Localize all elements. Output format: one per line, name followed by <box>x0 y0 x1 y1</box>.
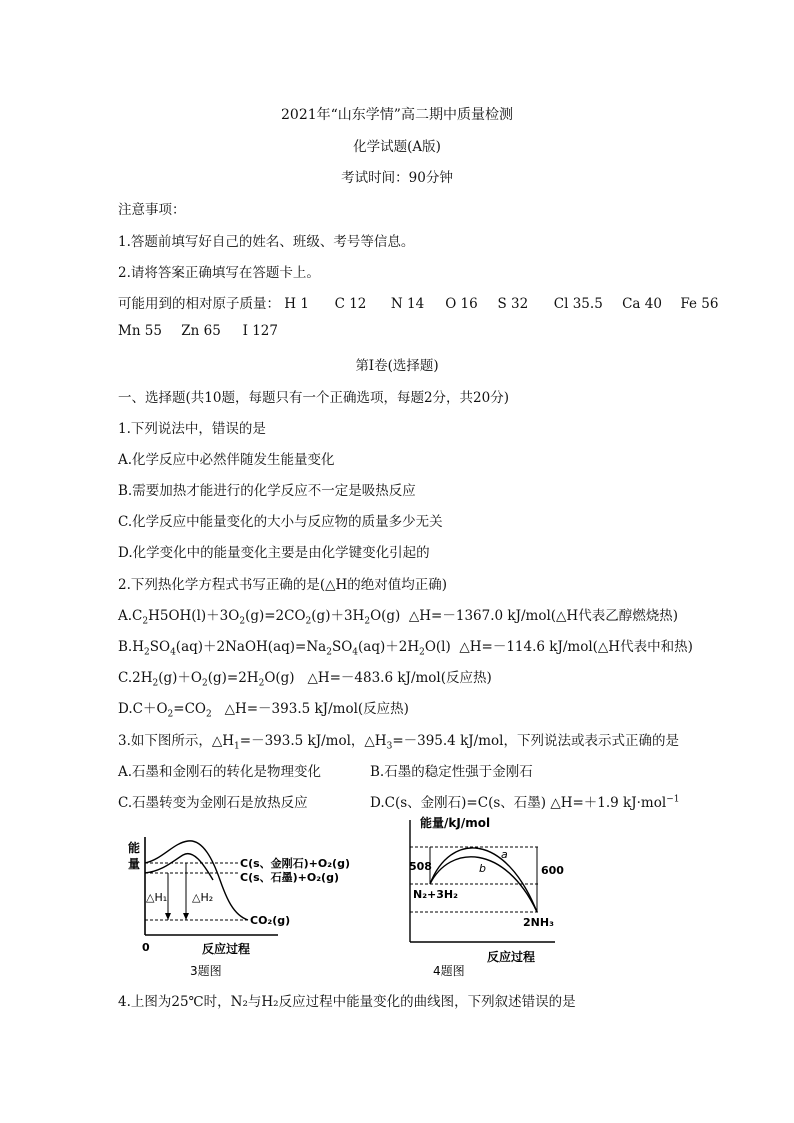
q3-stem: 3.如下图所示，$\triangle H_1=-393.5$ kJ/mol，$\triangle H_3=-395.4$ kJ/mol，下列说法或表示式正确的是 <box>118 733 679 752</box>
q2-option-c: $C.2H_2(g)+O_2(g)=2H_2O(g)$ △H=－483.6 kJ/mol(反应热) <box>118 670 492 689</box>
mass-s: S 32 <box>497 296 529 312</box>
fig4-xlabel: 反应过程 <box>487 950 536 964</box>
q2-option-d: $D.C+O_2=CO_2$ △H=－393.5 kJ/mol(反应热) <box>118 701 409 720</box>
q2-stem: 2.下列热化学方程式书写正确的是(△H的绝对值均正确) <box>118 577 448 593</box>
fig4-caption: 4题图 <box>433 964 465 978</box>
q2-d-dh: △H=－393.5 kJ/mol(反应热) <box>224 701 409 717</box>
q2-a-dh: △H=－1367.0 kJ/mol(△H代表乙醇燃烧热) <box>408 608 678 624</box>
atomic-masses-2 <box>118 323 278 339</box>
mass-c: C 12 <box>334 296 367 312</box>
fig4-product-label: 2NH₃ <box>523 916 554 929</box>
mass-n: N 14 <box>390 296 425 312</box>
fig3-level1-label: C(s、金刚石)+O₂(g) <box>240 857 350 870</box>
mass-o: O 16 <box>445 296 478 312</box>
mass-ca: Ca 40 <box>622 296 662 312</box>
q2-option-a: $A.C_2H5OH(l)+3O_2(g)=2CO_2(g)+3H_2O(g)$ △H=－1367.0 kJ/mol(△H代表乙醇燃烧热) <box>118 608 678 627</box>
q2-option-b: $B.H_2SO_4(aq)+2NaOH(aq)=Na_2SO_4(aq)+2H_2O(l)$ △H=－114.6 kJ/mol(△H代表中和热) <box>118 639 693 658</box>
section-heading: 一、选择题(共10题，每题只有一个正确选项，每题2分，共20分) <box>118 390 509 406</box>
fig3-level2-label: C(s、石墨)+O₂(g) <box>240 871 339 884</box>
exam-time: 考试时间：90分钟 <box>341 170 453 186</box>
fig3-origin: 0 <box>142 941 150 954</box>
q3-option-a: A.石墨和金刚石的转化是物理变化 <box>118 764 322 780</box>
notes-heading: 注意事项： <box>118 202 186 218</box>
fig3-level3-label: CO₂(g) <box>250 914 291 927</box>
q2-b-dh: △H=－114.6 kJ/mol(△H代表中和热) <box>459 639 693 655</box>
q4-stem: 4.上图为25℃时，N₂与H₂反应过程中能量变化的曲线图，下列叙述错误的是 <box>118 994 576 1010</box>
fig3-ylabel-1: 能 <box>128 841 141 855</box>
q1-option-d: D.化学变化中的能量变化主要是由化学键变化引起的 <box>118 545 430 561</box>
q2-c-dh: △H=－483.6 kJ/mol(反应热) <box>307 670 492 686</box>
figure-3-energy-diagram <box>118 825 378 980</box>
mass-cl: Cl 35.5 <box>553 296 603 312</box>
mass-i: I 127 <box>242 323 278 339</box>
fig3-dh2-label: △H₂ <box>192 891 214 904</box>
fig4-label-b: b <box>479 862 486 875</box>
q3-option-d: D.C(s、金刚石)=C(s、石墨) △H=＋1.9 kJ·mol$^{-1}$ <box>370 794 680 811</box>
q1-stem: 1.下列说法中，错误的是 <box>118 421 266 437</box>
part1-title: 第Ⅰ卷(选择题) <box>355 358 439 374</box>
atomic-masses <box>118 292 718 312</box>
note-item-2: 2.请将答案正确填写在答题卡上。 <box>118 265 320 281</box>
fig4-curve-a <box>430 848 537 912</box>
fig3-xlabel: 反应过程 <box>202 942 251 956</box>
fig3-dh1-label: △H₁ <box>146 891 168 904</box>
fig4-value-508: 508 <box>409 860 432 873</box>
figure-4-energy-diagram <box>405 812 575 980</box>
fig3-caption: 3题图 <box>190 964 222 978</box>
mass-fe: Fe 56 <box>680 296 719 312</box>
q3-option-b: B.石墨的稳定性强于金刚石 <box>370 764 533 780</box>
exam-subtitle: 化学试题(A版) <box>353 139 441 155</box>
fig3-ylabel-2: 量 <box>128 857 141 871</box>
mass-mn: Mn 55 <box>118 323 162 339</box>
q3-option-c: C.石墨转变为金刚石是放热反应 <box>118 795 308 811</box>
q1-option-b: B.需要加热才能进行的化学反应不一定是吸热反应 <box>118 483 416 499</box>
q1-option-a: A.化学反应中必然伴随发生能量变化 <box>118 452 335 468</box>
note-item-1: 1.答题前填写好自己的姓名、班级、考号等信息。 <box>118 234 415 250</box>
mass-h: H 1 <box>284 296 309 312</box>
atomic-masses-label: 可能用到的相对原子质量： <box>118 296 280 312</box>
exam-title: 2021年“山东学情”高二期中质量检测 <box>281 107 513 123</box>
q1-option-c: C.化学反应中能量变化的大小与反应物的质量多少无关 <box>118 514 443 530</box>
fig3-curve-graphite <box>145 854 213 880</box>
fig4-label-a: a <box>501 848 508 861</box>
fig4-reactant-label: N₂+3H₂ <box>413 888 458 901</box>
mass-zn: Zn 65 <box>181 323 221 339</box>
fig3-curve-diamond <box>145 841 248 920</box>
fig4-ylabel: 能量/kJ/mol <box>420 816 491 830</box>
fig4-value-600: 600 <box>541 864 564 877</box>
